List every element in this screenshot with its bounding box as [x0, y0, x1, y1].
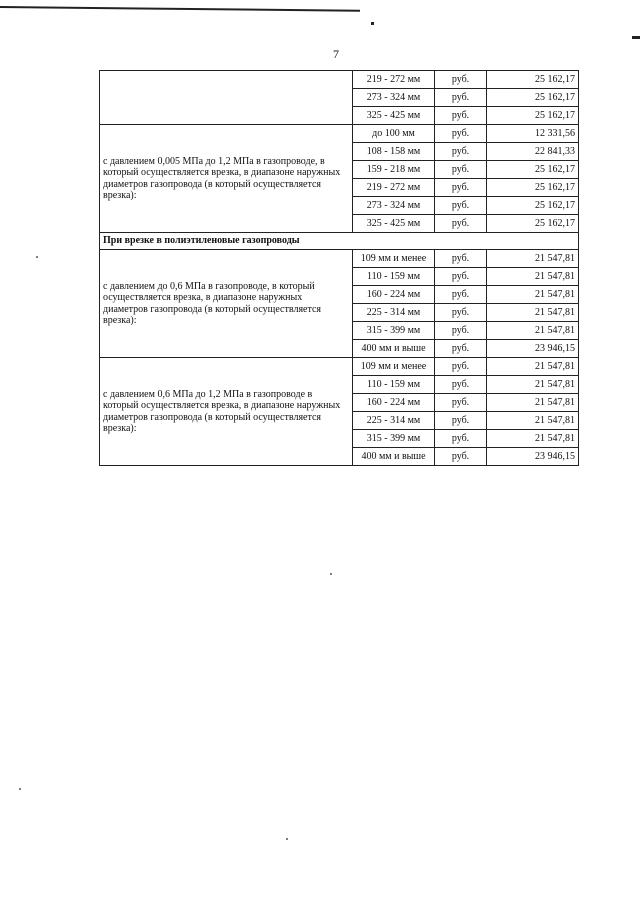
price-value: 25 162,17: [487, 71, 579, 89]
table-row: [100, 358, 579, 376]
currency-unit: руб.: [435, 394, 487, 412]
price-value: 21 547,81: [487, 376, 579, 394]
diameter-range: до 100 мм: [353, 125, 435, 143]
page-number: 7: [333, 47, 339, 61]
currency-unit: руб.: [435, 161, 487, 179]
currency-unit: руб.: [435, 448, 487, 466]
price-value: 25 162,17: [487, 215, 579, 233]
diameter-range: 325 - 425 мм: [353, 215, 435, 233]
price-value: 21 547,81: [487, 286, 579, 304]
currency-unit: руб.: [435, 358, 487, 376]
diameter-range: 273 - 324 мм: [353, 89, 435, 107]
group-description: с давлением 0,005 МПа до 1,2 МПа в газопроводе, в который осуществляется врезка, в диапазоне наружных диаметров газопровода (в который осуществляется врезка):: [100, 125, 353, 233]
tariff-table: [99, 70, 579, 466]
diameter-range: 219 - 272 мм: [353, 179, 435, 197]
scan-speck: [36, 256, 38, 258]
diameter-range: 219 - 272 мм: [353, 71, 435, 89]
price-value: 21 547,81: [487, 304, 579, 322]
currency-unit: руб.: [435, 340, 487, 358]
scan-artifact-dot: [371, 22, 374, 25]
diameter-range: 109 мм и менее: [353, 358, 435, 376]
price-value: 25 162,17: [487, 161, 579, 179]
price-value: 23 946,15: [487, 340, 579, 358]
price-value: 25 162,17: [487, 197, 579, 215]
scan-artifact-mark: [632, 36, 640, 39]
price-value: 21 547,81: [487, 322, 579, 340]
currency-unit: руб.: [435, 286, 487, 304]
section-heading-row: [100, 233, 579, 250]
currency-unit: руб.: [435, 322, 487, 340]
currency-unit: руб.: [435, 412, 487, 430]
price-value: 12 331,56: [487, 125, 579, 143]
scan-artifact-line: [0, 6, 360, 12]
price-value: 21 547,81: [487, 250, 579, 268]
currency-unit: руб.: [435, 89, 487, 107]
currency-unit: руб.: [435, 71, 487, 89]
diameter-range: 110 - 159 мм: [353, 268, 435, 286]
diameter-range: 400 мм и выше: [353, 448, 435, 466]
diameter-range: 315 - 399 мм: [353, 322, 435, 340]
table-row: [100, 71, 579, 89]
group-description: с давлением до 0,6 МПа в газопроводе, в который осуществляется врезка, в диапазоне наружных диаметров газопровода (в который осуществляется врезка):: [100, 250, 353, 358]
group-description: [100, 71, 353, 125]
currency-unit: руб.: [435, 430, 487, 448]
price-value: 21 547,81: [487, 358, 579, 376]
table-row: [100, 125, 579, 143]
currency-unit: руб.: [435, 125, 487, 143]
price-value: 21 547,81: [487, 412, 579, 430]
diameter-range: 400 мм и выше: [353, 340, 435, 358]
currency-unit: руб.: [435, 304, 487, 322]
price-value: 25 162,17: [487, 89, 579, 107]
diameter-range: 160 - 224 мм: [353, 286, 435, 304]
currency-unit: руб.: [435, 197, 487, 215]
price-value: 23 946,15: [487, 448, 579, 466]
diameter-range: 225 - 314 мм: [353, 304, 435, 322]
price-value: 25 162,17: [487, 107, 579, 125]
diameter-range: 315 - 399 мм: [353, 430, 435, 448]
currency-unit: руб.: [435, 250, 487, 268]
currency-unit: руб.: [435, 143, 487, 161]
group-description: с давлением 0,6 МПа до 1,2 МПа в газопроводе в который осуществляется врезка, в диапазоне наружных диаметров газопровода (в который осуществляется врезка):: [100, 358, 353, 466]
diameter-range: 108 - 158 мм: [353, 143, 435, 161]
diameter-range: 225 - 314 мм: [353, 412, 435, 430]
currency-unit: руб.: [435, 376, 487, 394]
currency-unit: руб.: [435, 107, 487, 125]
price-value: 22 841,33: [487, 143, 579, 161]
scan-speck: [286, 838, 288, 840]
table-row: [100, 250, 579, 268]
price-value: 21 547,81: [487, 394, 579, 412]
price-value: 21 547,81: [487, 268, 579, 286]
scan-speck: [330, 573, 332, 575]
price-value: 25 162,17: [487, 179, 579, 197]
currency-unit: руб.: [435, 215, 487, 233]
diameter-range: 159 - 218 мм: [353, 161, 435, 179]
diameter-range: 110 - 159 мм: [353, 376, 435, 394]
currency-unit: руб.: [435, 179, 487, 197]
diameter-range: 325 - 425 мм: [353, 107, 435, 125]
scan-speck: [19, 788, 21, 790]
currency-unit: руб.: [435, 268, 487, 286]
price-value: 21 547,81: [487, 430, 579, 448]
section-heading: При врезке в полиэтиленовые газопроводы: [100, 233, 579, 250]
diameter-range: 273 - 324 мм: [353, 197, 435, 215]
tariff-table-body: [100, 71, 579, 466]
diameter-range: 109 мм и менее: [353, 250, 435, 268]
diameter-range: 160 - 224 мм: [353, 394, 435, 412]
